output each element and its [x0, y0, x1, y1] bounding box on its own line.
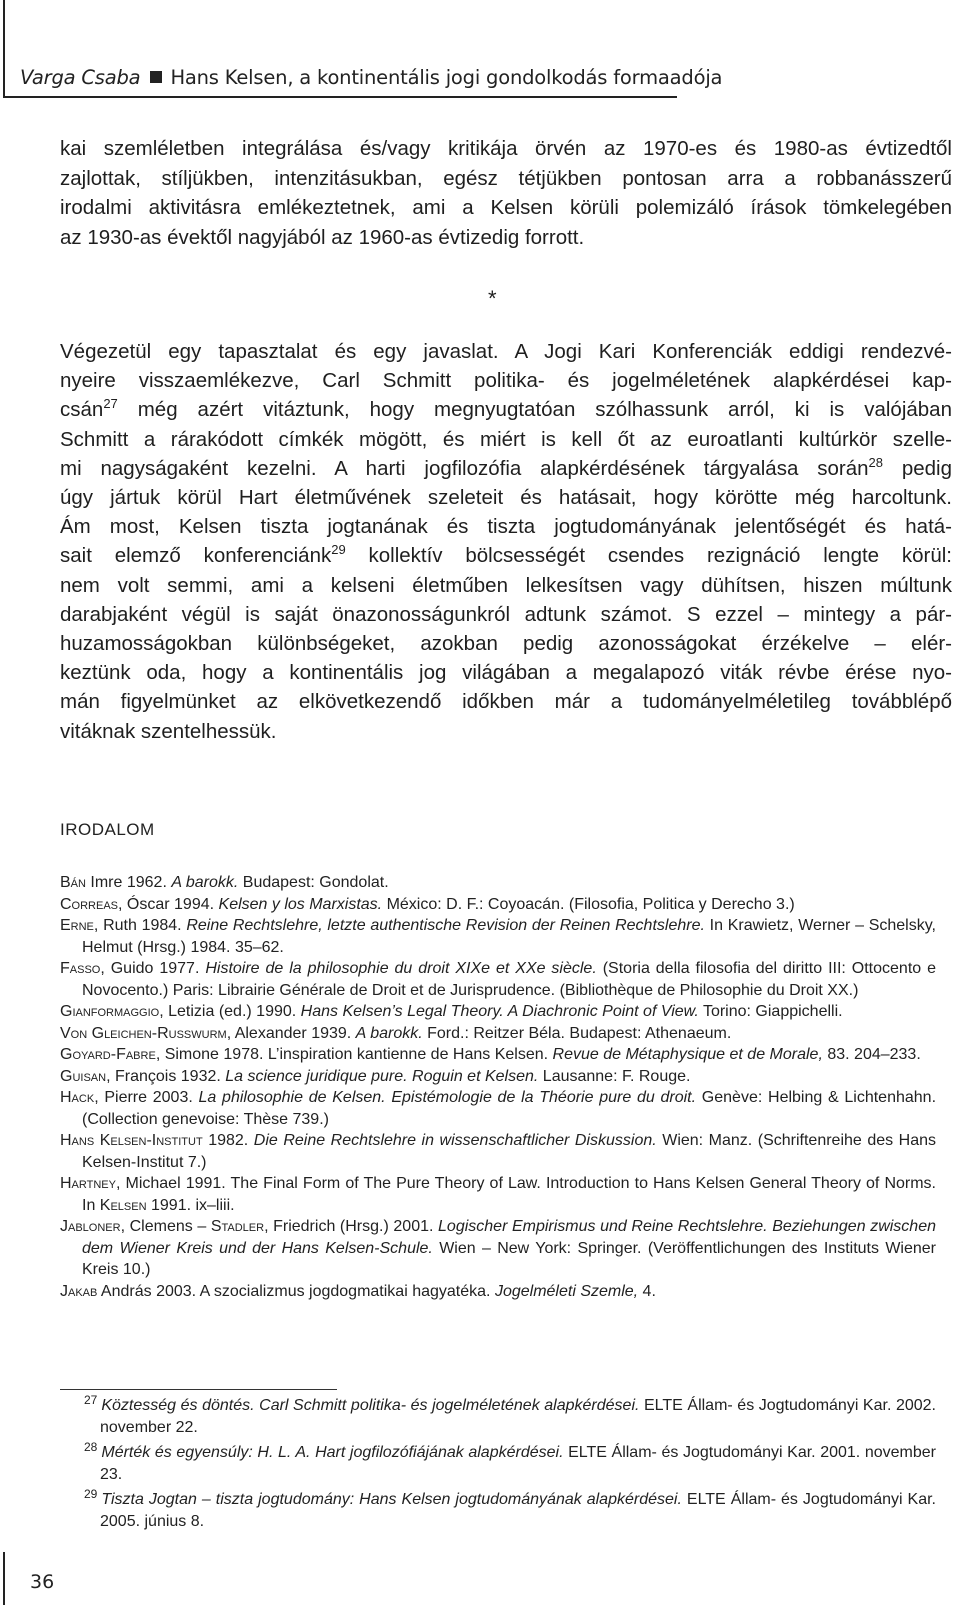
footnote-title: Köztesség és döntés. Carl Schmitt politika- és jogelméletének alapkérdései. [101, 1397, 640, 1414]
bibliography-entry [60, 872, 936, 894]
bibliography-entry [60, 958, 936, 1001]
footnote-number: 27 [84, 1393, 98, 1407]
running-header [20, 66, 722, 89]
header-vertical-rule [3, 0, 5, 97]
footnote-ref-29[interactable]: 29 [331, 542, 346, 558]
ref-author: Fasso [60, 960, 101, 977]
bibliography-entry [60, 915, 936, 958]
ref-text: Imre 1962. [85, 874, 172, 891]
footnote-ref-27[interactable]: 27 [103, 396, 118, 412]
paragraph-line [60, 541, 952, 570]
paragraph-line: kai szemléletben integrálása és/vagy kritikája örvén az 1970-es és 1980-as évtizedtől [60, 137, 952, 160]
bibliography-entry [60, 1216, 936, 1281]
bibliography-entry [60, 1001, 936, 1023]
ref-title: Histoire de la philosophie du droit XIXe et XXe siècle. [205, 960, 597, 977]
ref-author: Erne [60, 917, 94, 934]
footnote-27 [84, 1395, 936, 1438]
square-bullet-icon [150, 71, 162, 83]
text-run: sait elemző konferenciánk [60, 544, 332, 568]
ref-text: , Friedrich (Hrsg.) 2001. [264, 1218, 439, 1235]
ref-title: La science juridique pure. Roguin et Kelsen. [225, 1067, 539, 1085]
ref-author: Jabloner [60, 1218, 121, 1235]
footnote-title: Tiszta Jogtan – tiszta jogtudomány: Hans Kelsen jogtudományának alapkérdései. [101, 1491, 682, 1508]
ref-author: Correas [60, 895, 119, 913]
paragraph-line: nem volt semmi, ami a kelseni életműben lelkesítsen vagy dühítsen, hiszen múltunk [60, 573, 952, 597]
footnote-title: Mérték és egyensúly: H. L. A. Hart jogfilozófiájának alapkérdései. [101, 1444, 564, 1461]
ref-text: , Óscar 1994. [118, 895, 219, 913]
footnote-number: 29 [84, 1487, 98, 1501]
ref-text: Lausanne: F. Rouge. [538, 1067, 691, 1085]
ref-author: Hack [60, 1089, 95, 1106]
ref-title: A barokk. [355, 1024, 423, 1042]
bibliography-entry [60, 1087, 936, 1130]
header-title: Hans Kelsen, a kontinentális jogi gondolkodás formaadója [170, 66, 723, 89]
footnote-text: ELTE Állam- és Jogtudományi Kar. 2001. november 23. [100, 1444, 936, 1483]
ref-text: , Simone 1978. L’inspiration kantienne de Hans Kelsen. [155, 1046, 553, 1063]
header-horizontal-rule [3, 96, 677, 98]
paragraph-line: irodalmi aktivitásra emlékeztetnek, ami a Kelsen körüli polemizáló írások tömkelegében [60, 196, 952, 219]
bibliography-entry [60, 1023, 936, 1045]
bibliography-entry [60, 894, 936, 916]
ref-text: Wien – New York: Springer. (Veröffentlichungen des Instituts Wiener Kreis 10.) [82, 1239, 937, 1278]
text-run: kollektív bölcsességét csendes rezignáció lengte körül: [345, 544, 952, 568]
header-author: Varga Csaba [20, 66, 141, 89]
ref-text: (Storia della filosofia del diritto III: Ottocento e Novocento.) Paris: Librairie Générale de Droit et de Jurisprudence. (Bibliothèque de Philosophie du Droit XX.) [82, 960, 936, 999]
paragraph-line: az 1930-as évektől nagyjából az 1960-as évtizedig forrott. [60, 225, 585, 249]
ref-text: , Michael 1991. The Final Form of The Pure Theory of Law. Introduction to Hans Kelsen General Theory of Norms. In [82, 1175, 936, 1214]
ref-title: Revue de Métaphysique et de Morale, [552, 1046, 823, 1063]
paragraph-1 [60, 134, 952, 252]
paragraph-line: zajlottak, stíljükben, intenzitásukban, egész tétjükben pontosan arra a robbanásszerű [60, 166, 952, 190]
ref-text: Ford.: Reitzer Béla. Budapest: Athenaeum. [422, 1024, 732, 1042]
bibliography-entry [60, 1044, 936, 1066]
ref-title: Reine Rechtslehre, letzte authentische Revision der Reinen Rechtslehre. [186, 917, 705, 934]
ref-title: Logischer Empirismus und Reine Rechtslehre. Beziehungen zwischen dem Wiener Kreis und der Hans Kelsen-Schule. [82, 1218, 936, 1257]
page-number-rule [3, 1552, 5, 1605]
ref-author: Goyard-Fabre [60, 1046, 156, 1063]
footnote-separator [60, 1389, 337, 1390]
ref-text: 4. [638, 1282, 656, 1300]
bibliography-entry [60, 1130, 936, 1173]
footnote-ref-28[interactable]: 28 [868, 454, 883, 470]
ref-text: 1982. [202, 1132, 254, 1149]
ref-title: La philosophie de Kelsen. Epistémologie de la Théorie pure du droit. [198, 1089, 697, 1106]
ref-title: Die Reine Rechtslehre in wissenschaftlicher Diskussion. [253, 1132, 657, 1149]
bibliography-entry [60, 1066, 936, 1088]
footnote-text: ELTE Állam- és Jogtudományi Kar. 2005. június 8. [100, 1491, 936, 1530]
ref-text: , Pierre 2003. [94, 1089, 199, 1106]
text-run: még azért vitáztunk, hogy megnyugtatóan szólhassunk arról, ki is valójában [117, 398, 952, 422]
ref-author: Hans Kelsen-Institut [60, 1132, 203, 1149]
ref-author: Guisan [60, 1067, 107, 1085]
ref-author: Kelsen [99, 1196, 147, 1214]
paragraph-line [60, 395, 952, 424]
footnote-text: ELTE Állam- és Jogtudományi Kar. 2002. november 22. [100, 1397, 936, 1436]
bibliography-heading: IRODALOM [60, 820, 155, 839]
ref-text: , Guido 1977. [100, 960, 206, 977]
ref-text: México: D. F.: Coyoacán. (Filosofia, Politica y Derecho 3.) [382, 895, 795, 913]
ref-author: Stadler [210, 1218, 265, 1235]
ref-title: A barokk. [171, 874, 239, 891]
bibliography-entry [60, 1281, 936, 1303]
ref-text: In Krawietz, Werner – Schelsky, Helmut (Hrsg.) 1984. 35–62. [82, 917, 936, 956]
ref-author: Gianformaggio [60, 1003, 160, 1020]
paragraph-line: keztünk oda, hogy a kontinentális jog világában a megalapozó viták révbe érése nyo- [60, 661, 952, 685]
paragraph-line: huzamosságokban különbségeket, azokban pedig azonosságokat érzékelve – elér- [60, 632, 952, 656]
paragraph-line: Ám most, Kelsen tiszta jogtanának és tiszta jogtudományának jelentőségét és hatá- [60, 515, 952, 539]
ref-text: András 2003. A szocializmus jogdogmatikai hagyatéka. [97, 1282, 495, 1300]
text-run: pedig [882, 456, 952, 480]
paragraph-line: Schmitt a rárakódott címkék mögött, és miért is kell őt az euroatlanti kultúrkör szelle- [60, 427, 952, 451]
footnote-number: 28 [84, 1440, 98, 1454]
ref-author: Bán [60, 874, 86, 891]
paragraph-2 [60, 337, 952, 746]
ref-text: 1991. ix–liii. [146, 1196, 235, 1214]
text-run: mi nagyságaként kezelni. A harti jogfilozófia alapkérdésének tárgyalása során [60, 456, 869, 480]
footnote-28 [84, 1442, 936, 1485]
paragraph-line: vitáknak szentelhessük. [60, 719, 277, 743]
paragraph-line: Végezetül egy tapasztalat és egy javaslat. A Jogi Kari Konferenciák eddigi rendezvé- [60, 340, 952, 363]
bibliography-list [60, 872, 936, 1302]
ref-text: , François 1932. [106, 1067, 226, 1085]
paragraph-line: darabjaként végül is saját önazonosságunkról adtunk számot. S ezzel – mintegy a pár- [60, 602, 952, 626]
ref-text: , Clemens – [120, 1218, 211, 1235]
ref-author: Hartney [60, 1175, 116, 1192]
footnote-29 [84, 1489, 936, 1532]
footnotes [84, 1395, 936, 1536]
ref-text: , Alexander 1939. [226, 1024, 356, 1042]
ref-text: , Letizia (ed.) 1990. [159, 1003, 301, 1020]
text-run: csán [60, 398, 104, 422]
ref-text: , Ruth 1984. [93, 917, 187, 934]
paragraph-line: mán figyelmünket az elkövetkezendő időkben már a tudományelméletileg továbblépő [60, 690, 952, 714]
ref-title: Jogelméleti Szemle, [494, 1282, 639, 1300]
ref-title: Hans Kelsen’s Legal Theory. A Diachronic Point of View. [300, 1003, 699, 1020]
ref-text: Torino: Giappichelli. [698, 1003, 843, 1020]
ref-author: Jakab [60, 1282, 98, 1300]
paragraph-line: úgy jártuk körül Hart életművének szeleteit és hatásait, hogy körötte még harcoltunk. [60, 486, 952, 510]
ref-title: Kelsen y los Marxistas. [218, 895, 383, 913]
bibliography-entry [60, 1173, 936, 1216]
ref-text: Wien: Manz. (Schriftenreihe des Hans Kelsen-Institut 7.) [82, 1132, 937, 1171]
ref-author: Von Gleichen-Russwurm [60, 1024, 227, 1042]
ref-text: Genève: Helbing & Lichtenhahn. (Collection genevoise: Thèse 739.) [82, 1089, 937, 1128]
section-separator: * [488, 286, 497, 311]
ref-text: Budapest: Gondolat. [238, 874, 389, 891]
paragraph-line: nyeire visszaemlékezve, Carl Schmitt politika- és jogelméletének alapkérdései kap- [60, 369, 952, 393]
page-number: 36 [30, 1571, 55, 1593]
ref-text: 83. 204–233. [822, 1046, 921, 1063]
paragraph-line [60, 454, 952, 483]
